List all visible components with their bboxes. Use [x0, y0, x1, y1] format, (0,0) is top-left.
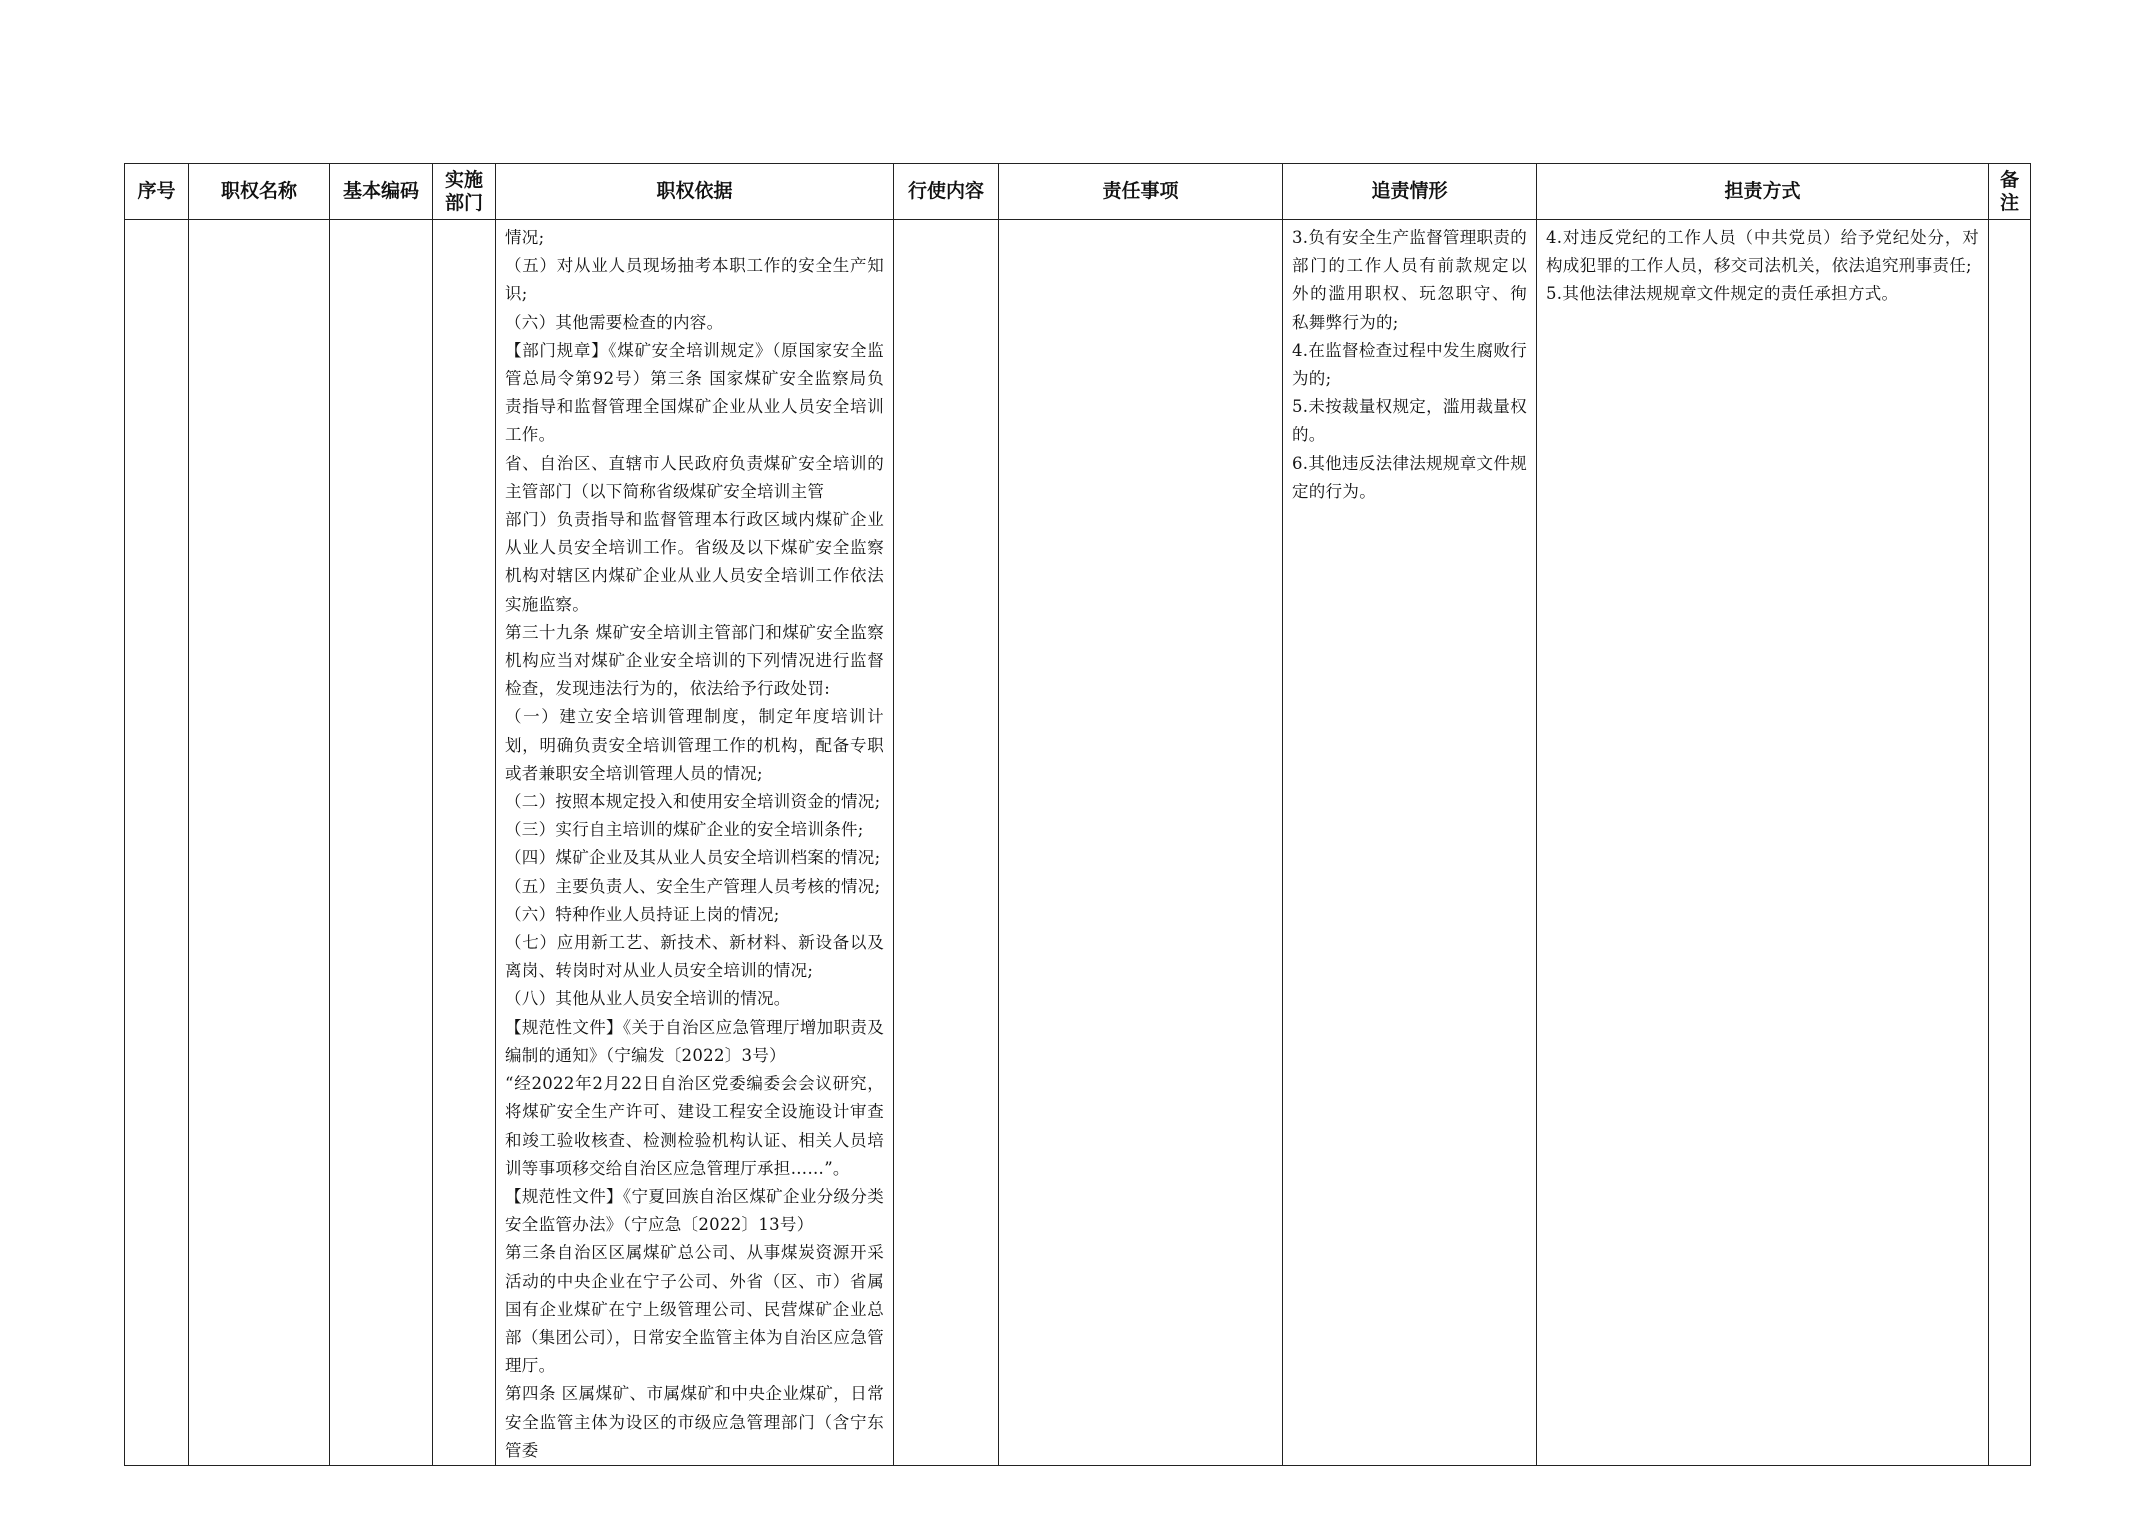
- header-row: [125, 164, 2031, 220]
- basis-line: （二）按照本规定投入和使用安全培训资金的情况;: [505, 792, 881, 812]
- responsibility-table: [124, 163, 2031, 1466]
- header-index: 序号: [125, 164, 189, 220]
- header-responsibility: 责任事项: [999, 164, 1283, 220]
- liability-line: 4.对违反党纪的工作人员（中共党员）给予党纪处分，对构成犯罪的工作人员，移交司法机关，依法追究刑事责任;: [1546, 228, 1979, 276]
- basis-line: （六）特种作业人员持证上岗的情况;: [505, 904, 780, 924]
- accountability-line: 3.负有安全生产监督管理职责的部门的工作人员有前款规定以外的滥用职权、玩忽职守、徇私舞弊行为的;: [1292, 228, 1527, 332]
- basis-line: 【规范性文件】《宁夏回族自治区煤矿企业分级分类安全监管办法》（宁应急〔2022〕13号）: [505, 1186, 884, 1235]
- basis-line: 第四条 区属煤矿、市属煤矿和中央企业煤矿，日常安全监管主体为设区的市级应急管理部门（含宁东管委: [505, 1384, 884, 1460]
- header-basis: 职权依据: [496, 164, 894, 220]
- basis-line: （四）煤矿企业及其从业人员安全培训档案的情况;: [505, 848, 881, 868]
- cell-basis: [496, 220, 894, 1466]
- basis-line: （一）建立安全培训管理制度，制定年度培训计划，明确负责安全培训管理工作的机构，配备专职或者兼职安全培训管理人员的情况;: [505, 707, 884, 783]
- header-remark: [1989, 164, 2031, 220]
- cell-basic-code: [330, 220, 433, 1466]
- basis-line: 第三条自治区区属煤矿总公司、从事煤炭资源开采活动的中央企业在宁子公司、外省（区、市）省属国有企业煤矿在宁上级管理公司、民营煤矿企业总部（集团公司），日常安全监管主体为自治区应急管理厅。: [505, 1243, 884, 1376]
- cell-remark: [1989, 220, 2031, 1466]
- header-dept-line1: 实施: [444, 168, 483, 191]
- basis-line: （五）对从业人员现场抽考本职工作的安全生产知识;: [505, 256, 884, 304]
- header-basic-code: 基本编码: [330, 164, 433, 220]
- basis-line: 情况;: [505, 228, 545, 247]
- header-remark-line2: 注: [1999, 191, 2019, 214]
- header-dept-line2: 部门: [444, 191, 483, 214]
- basis-line: 第三十九条 煤矿安全培训主管部门和煤矿安全监察机构应当对煤矿企业安全培训的下列情况进行监督检查，发现违法行为的，依法给予行政处罚:: [505, 622, 884, 699]
- cell-index: [125, 220, 189, 1466]
- cell-liability: [1537, 220, 1989, 1466]
- cell-responsibility: [999, 220, 1283, 1466]
- cell-power-name: [189, 220, 330, 1466]
- header-remark-line1: 备: [1999, 168, 2019, 191]
- header-power-name: 职权名称: [189, 164, 330, 220]
- accountability-line: 6.其他违反法律法规规章文件规定的行为。: [1292, 453, 1527, 501]
- accountability-line: 5.未按裁量权规定，滥用裁量权的。: [1292, 397, 1527, 445]
- cell-accountability: [1283, 220, 1537, 1466]
- header-liability: 担责方式: [1537, 164, 1989, 220]
- accountability-text: [1283, 220, 1536, 506]
- basis-line: 省、自治区、直辖市人民政府负责煤矿安全培训的主管部门（以下简称省级煤矿安全培训主管: [505, 453, 884, 501]
- header-dept: [433, 164, 496, 220]
- basis-line: “经2022年2月22日自治区党委编委会会议研究，将煤矿安全生产许可、建设工程安全设施设计审查和竣工验收核查、检测检验机构认证、相关人员培训等事项移交给自治区应急管理厅承担……”。: [505, 1074, 884, 1178]
- accountability-line: 4.在监督检查过程中发生腐败行为的;: [1292, 340, 1527, 389]
- cell-exercise: [894, 220, 999, 1466]
- basis-line: 【规范性文件】《关于自治区应急管理厅增加职责及编制的通知》（宁编发〔2022〕3号）: [505, 1017, 884, 1065]
- basis-line: （五）主要负责人、安全生产管理人员考核的情况;: [505, 876, 881, 896]
- liability-line: 5.其他法律法规规章文件规定的责任承担方式。: [1546, 284, 1899, 304]
- table-row: [125, 220, 2031, 1466]
- basis-line: （七）应用新工艺、新技术、新材料、新设备以及离岗、转岗时对从业人员安全培训的情况;: [505, 933, 884, 981]
- basis-line: 【部门规章】《煤矿安全培训规定》（原国家安全监管总局令第92号）第三条 国家煤矿安全监察局负责指导和监督管理全国煤矿企业从业人员安全培训工作。: [505, 340, 884, 445]
- cell-dept: [433, 220, 496, 1466]
- basis-text: [496, 220, 893, 1465]
- liability-text: [1537, 220, 1988, 309]
- basis-line: （八）其他从业人员安全培训的情况。: [505, 989, 791, 1009]
- header-accountability: 追责情形: [1283, 164, 1537, 220]
- basis-line: （三）实行自主培训的煤矿企业的安全培训条件;: [505, 820, 864, 840]
- basis-line: 部门）负责指导和监督管理本行政区域内煤矿企业从业人员安全培训工作。省级及以下煤矿安全监察机构对辖区内煤矿企业从业人员安全培训工作依法实施监察。: [505, 510, 884, 614]
- basis-line: （六）其他需要检查的内容。: [505, 312, 724, 332]
- header-exercise: 行使内容: [894, 164, 999, 220]
